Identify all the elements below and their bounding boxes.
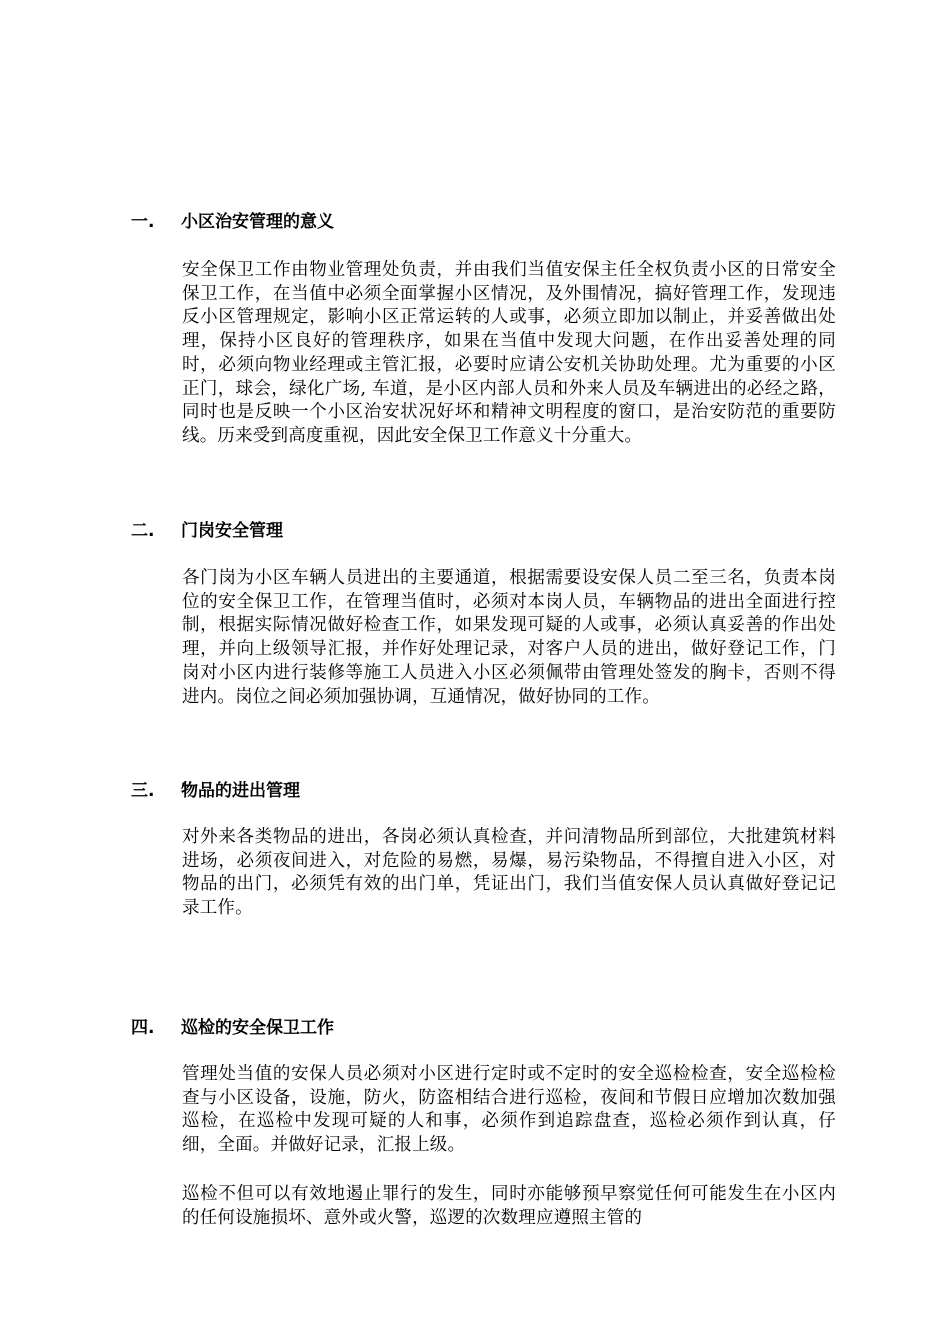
section-paragraph: 管理处当值的安保人员必须对小区进行定时或不定时的安全巡检检查，安全巡检检查与小区设备，设施，防火，防盗相结合进行巡检，夜间和节假日应增加次数加强巡检，在巡检中发现可疑的人和事，必须作到追踪盘查，巡检必须作到认真，仔细，全面。并做好记录，汇报上级。 xyxy=(182,1064,836,1156)
section-paragraph: 巡检不但可以有效地遏止罪行的发生，同时亦能够预早察觉任何可能发生在小区内的任何设施损坏、意外或火警，巡逻的次数理应遵照主管的 xyxy=(182,1184,836,1228)
section-title: 巡检的安全保卫工作 xyxy=(181,1018,334,1038)
section-title: 物品的进出管理 xyxy=(181,781,300,801)
section-paragraph: 对外来各类物品的进出，各岗必须认真检查，并问清物品所到部位，大批建筑材料进场，必须夜间进入，对危险的易燃，易爆，易污染物品，不得擅自进入小区，对物品的出门，必须凭有效的出门单，凭证出门，我们当值安保人员认真做好登记记录工作。 xyxy=(182,827,836,919)
section-number: 三. xyxy=(131,781,155,801)
section-heading-4 xyxy=(131,1017,334,1039)
section-paragraph: 安全保卫工作由物业管理处负责，并由我们当值安保主任全权负责小区的日常安全保卫工作，在当值中必须全面掌握小区情况，及外围情况，搞好管理工作，发现违反小区管理规定，影响小区正常运转的人或事，必须立即加以制止，并妥善做出处理，保持小区良好的管理秩序，如果在当值中发现大问题，在作出妥善处理的同时，必须向物业经理或主管汇报，必要时应请公安机关协助处理。尤为重要的小区正门，球会，绿化广场, 车道，是小区内部人员和外来人员及车辆进出的必经之路，同时也是反映一个小区治安状况好坏和精神文明程度的窗口，是治安防范的重要防线。历来受到高度重视，因此安全保卫工作意义十分重大。 xyxy=(182,260,836,446)
section-heading-3 xyxy=(131,780,300,802)
section-title: 小区治安管理的意义 xyxy=(181,212,334,232)
section-number: 二. xyxy=(131,521,155,541)
section-heading-2 xyxy=(131,520,283,542)
section-paragraph: 各门岗为小区车辆人员进出的主要通道，根据需要设安保人员二至三名，负责本岗位的安全保卫工作，在管理当值时，必须对本岗人员，车辆物品的进出全面进行控制，根据实际情况做好检查工作，如果发现可疑的人或事，必须认真妥善的作出处理，并向上级领导汇报，并作好处理记录，对客户人员的进出，做好登记工作，门岗对小区内进行装修等施工人员进入小区必须佩带由管理处签发的胸卡，否则不得进内。岗位之间必须加强协调，互通情况，做好协同的工作。 xyxy=(182,568,836,707)
section-number: 四. xyxy=(131,1018,155,1038)
section-number: 一. xyxy=(131,212,155,232)
section-title: 门岗安全管理 xyxy=(181,521,283,541)
section-heading-1 xyxy=(131,211,334,233)
